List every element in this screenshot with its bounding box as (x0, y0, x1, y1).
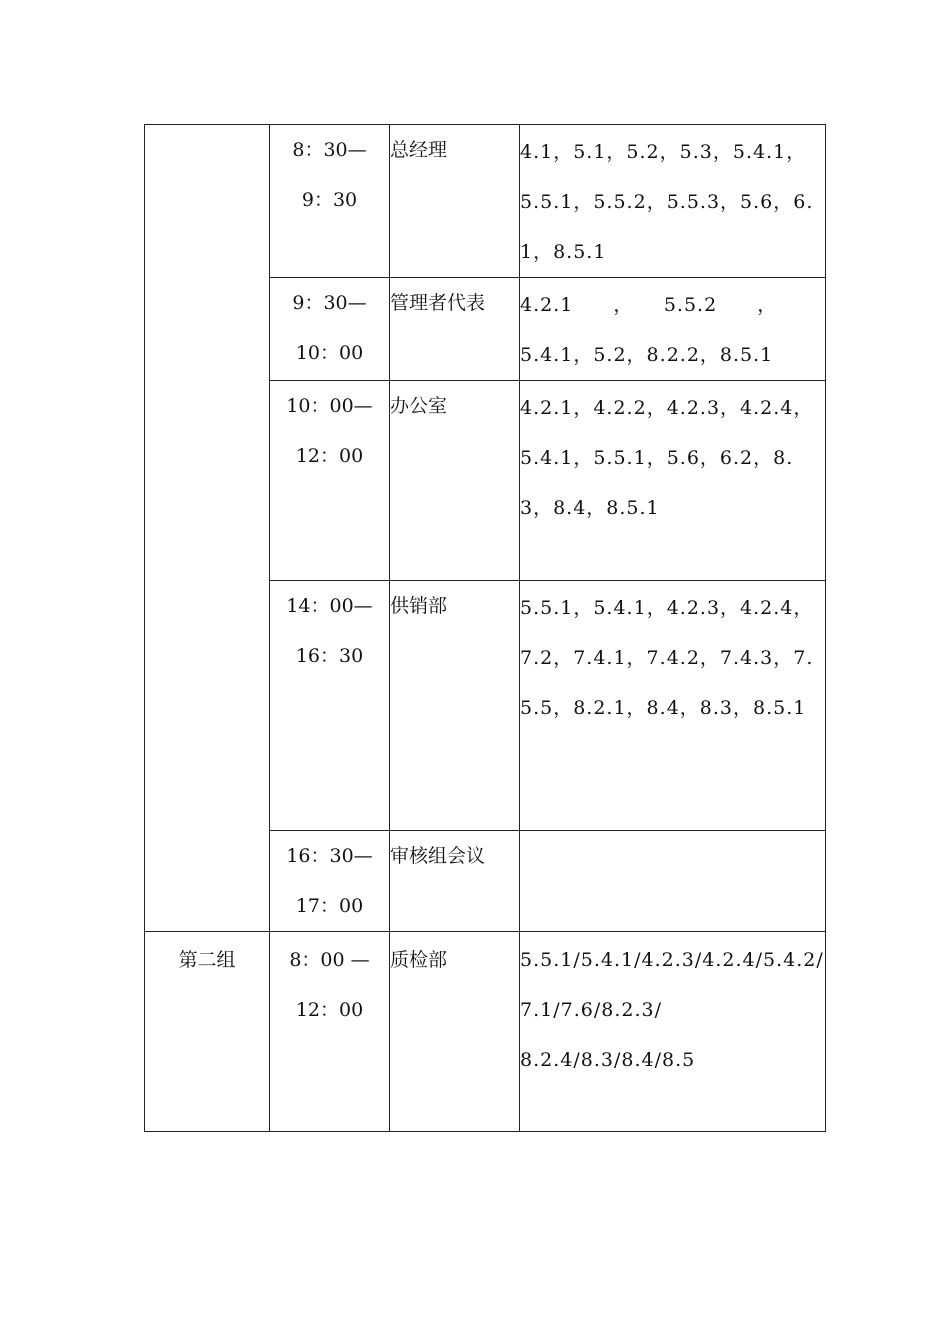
group-cell-first (145, 125, 270, 932)
clause-cell (520, 932, 826, 1132)
time-cell (270, 831, 390, 932)
clause-cell (520, 581, 826, 831)
time-cell (270, 278, 390, 381)
dept-cell (390, 381, 520, 581)
audit-schedule-table (144, 124, 826, 1132)
time-cell (270, 381, 390, 581)
dept-cell (390, 581, 520, 831)
time-start: 9：30— (292, 292, 367, 314)
dept-label: 管理者代表 (390, 292, 486, 314)
time-start: 8：00 — (289, 949, 370, 971)
dept-label: 质检部 (390, 949, 448, 971)
time-end: 12：00 (295, 445, 364, 467)
clause-line: 8.2.4/8.3/8.4/8.5 (520, 1049, 696, 1071)
table-row (145, 932, 826, 1132)
dept-label: 审核组会议 (390, 845, 486, 867)
time-cell (270, 125, 390, 278)
dept-cell (390, 125, 520, 278)
clause-list: 5.5.1，5.4.1，4.2.3，4.2.4，7.2，7.4.1，7.4.2，7.4.3，7.5.5，8.2.1，8.4，8.3，8.5.1 (520, 597, 814, 719)
clause-line: 5.4.1，5.2，8.2.2，8.5.1 (520, 344, 774, 366)
clause-cell (520, 278, 826, 381)
dept-label: 总经理 (390, 139, 448, 161)
group-cell-second (145, 932, 270, 1132)
dept-cell (390, 932, 520, 1132)
clause-line: 5.5.1/5.4.1/4.2.3/4.2.4/5.4.2/ (520, 949, 824, 971)
time-cell (270, 932, 390, 1132)
time-end: 16：30 (295, 645, 364, 667)
time-start: 8：30— (292, 139, 367, 161)
clause-line: 7.1/7.6/8.2.3/ (520, 999, 662, 1021)
clause-cell (520, 381, 826, 581)
dept-label: 办公室 (390, 395, 448, 417)
clause-line: 4.2.1 ， 5.5.2 ， (520, 294, 778, 316)
time-end: 12：00 (295, 999, 364, 1021)
dept-label: 供销部 (390, 595, 448, 617)
clause-list: 4.2.1，4.2.2，4.2.3，4.2.4，5.4.1，5.5.1，5.6，6.2，8.3，8.4，8.5.1 (520, 397, 814, 519)
clause-list: 4.1，5.1，5.2，5.3，5.4.1，5.5.1，5.5.2，5.5.3，5.6，6.1，8.5.1 (520, 141, 814, 263)
dept-cell (390, 831, 520, 932)
time-end: 9：30 (301, 189, 358, 211)
time-cell (270, 581, 390, 831)
clause-cell (520, 831, 826, 932)
time-end: 17：00 (295, 895, 364, 917)
time-start: 16：30— (286, 845, 373, 867)
time-start: 10：00— (286, 395, 373, 417)
table-row (145, 125, 826, 278)
group-label: 第二组 (178, 949, 236, 971)
dept-cell (390, 278, 520, 381)
time-start: 14：00— (286, 595, 373, 617)
clause-cell (520, 125, 826, 278)
time-end: 10：00 (295, 342, 364, 364)
